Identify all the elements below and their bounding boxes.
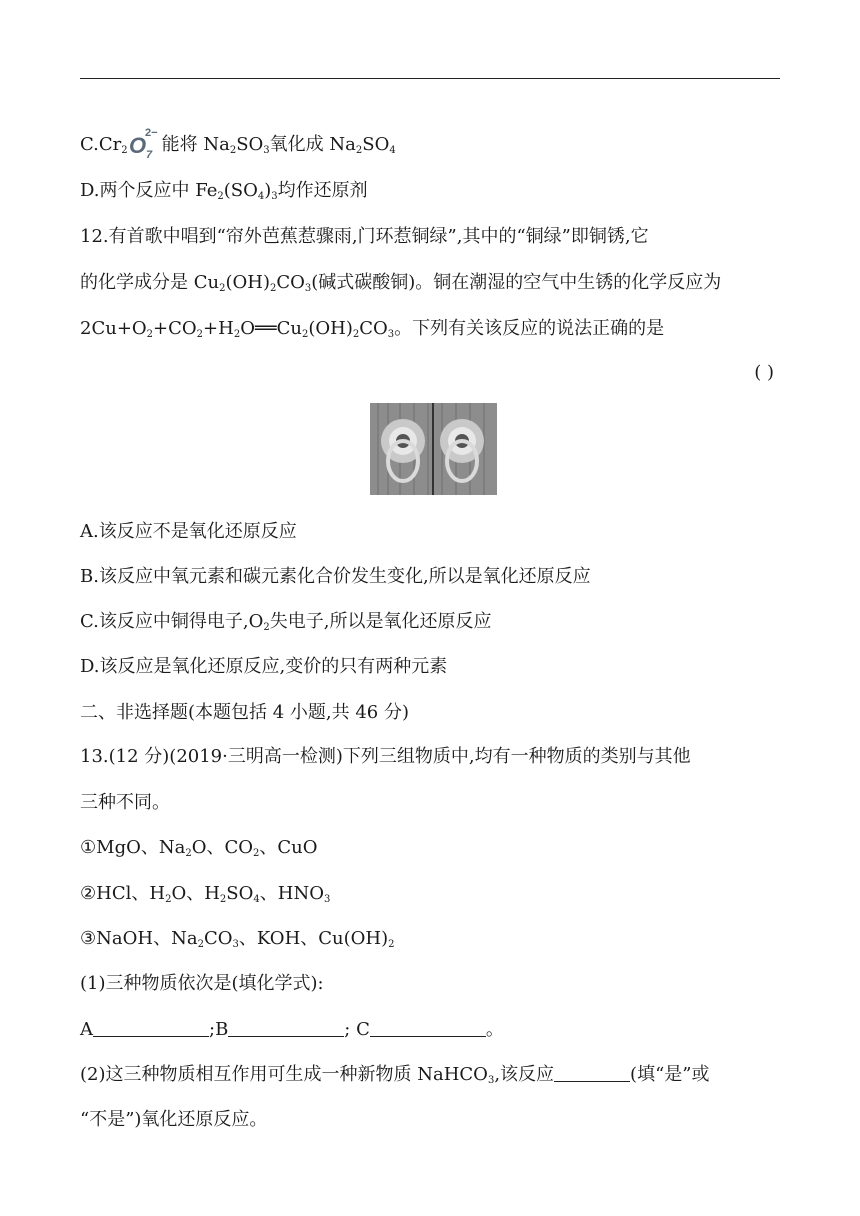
q12-option-c: C.该反应中铜得电子$,O_2$失电子,所以是氧化还原反应 bbox=[80, 611, 492, 633]
option-c-q11: $C.Cr_2$ O 7 2− 能将 $Na_2SO_3$氧化成 $Na_2SO_4$ bbox=[80, 127, 396, 159]
q12-line-1: 12.有首歌中唱到“帘外芭蕉惹骤雨,门环惹铜绿”,其中的“铜绿”即铜锈,它 bbox=[80, 226, 649, 247]
svg-text:7: 7 bbox=[145, 149, 152, 159]
option-d-q11: D.两个反应中 $Fe_2(SO_4)_3$均作还原剂 bbox=[80, 180, 368, 202]
q13-part-1: (1)三种物质依次是(填化学式): bbox=[80, 973, 324, 994]
q13-group-1: ①MgO、$Na_2O$、$CO_2$、CuO bbox=[80, 837, 318, 859]
q13-group-2: ②HCl、$H_2O$、$H_2SO_4$、$HNO_3$ bbox=[80, 883, 331, 905]
svg-text:O: O bbox=[128, 133, 146, 158]
q13-group-3: ③NaOH、$Na_2CO_3$、KOH、$Cu(OH)_2$ bbox=[80, 928, 395, 950]
header-rule bbox=[80, 78, 780, 79]
blank-c[interactable] bbox=[370, 1020, 486, 1037]
answer-parentheses: ( ) bbox=[754, 362, 774, 383]
q12-line-2: 的化学成分是 $Cu_2(OH)_2CO_3$(碱式碳酸铜)。铜在潮湿的空气中生锈的化学反应为 bbox=[80, 272, 722, 294]
blank-a[interactable] bbox=[93, 1020, 209, 1037]
door-knocker-photo bbox=[370, 403, 497, 495]
q13-answer-blanks: A ;B ; C 。 bbox=[80, 1019, 504, 1040]
q13-part-2: (2)这三种物质相互作用可生成一种新物质 NaHCO$_3$,该反应 (填“是”或 bbox=[80, 1064, 710, 1086]
q12-option-a: A.该反应不是氧化还原反应 bbox=[80, 521, 297, 542]
dichromate-ion-icon bbox=[128, 127, 162, 159]
q13-line-1: 13.(12 分)(2019·三明高一检测)下列三组物质中,均有一种物质的类别与其他 bbox=[80, 746, 691, 767]
q12-option-d: D.该反应是氧化还原反应,变价的只有两种元素 bbox=[80, 656, 448, 677]
q12-option-b: B.该反应中氧元素和碳元素化合价发生变化,所以是氧化还原反应 bbox=[80, 566, 591, 587]
q13-line-2: 三种不同。 bbox=[80, 792, 170, 813]
q12-line-3: $2Cu+O_2+CO_2+H_2O══Cu_2(OH)_2CO_3$。下列有关该反应的说法正确的是 bbox=[80, 318, 665, 340]
svg-text:2−: 2− bbox=[144, 127, 158, 139]
blank-b[interactable] bbox=[228, 1020, 344, 1037]
section-heading: 二、非选择题(本题包括 4 小题,共 46 分) bbox=[80, 702, 410, 723]
blank-redox[interactable] bbox=[554, 1065, 630, 1082]
q13-part-2-cont: “不是”)氧化还原反应。 bbox=[80, 1109, 268, 1130]
